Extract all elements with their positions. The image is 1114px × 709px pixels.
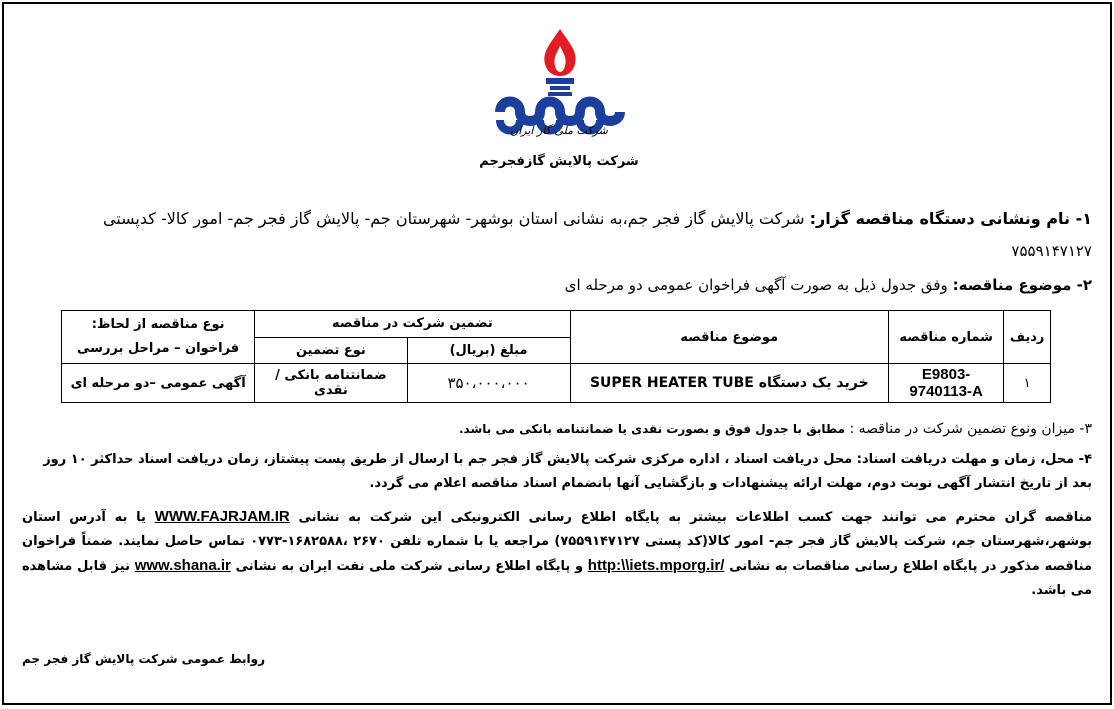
section-2-text: وفق جدول ذیل به صورت آگهی فراخوان عمومی دو مرحله ای	[564, 276, 948, 294]
section-4	[22, 448, 1092, 496]
section-1-label: ۱- نام ونشانی دستگاه مناقصه گزار:	[809, 209, 1092, 228]
contact-text-1: مناقصه گران محترم می توانند جهت کسب اطلاعات بیشتر به پایگاه اطلاع رسانی الکترونیکی این شرکت به نشانی	[298, 510, 1092, 525]
contact-text-2: یا به آدرس استان بوشهر،شهرستان جم، شرکت پالایش گاز فجر جم- امور کالا(کد پستی ۷۵۵۹۱۴۷۱۲۷) مراجعه یا با شماره تلفن ۲۶۷۰ ،۱۶۸۲۵۸۸-۰۷۷۳ تماس حاصل نمایند. ضمناً فراخوان مناقصه مذکور در پایگاه اطلاع رسانی مناقصات به نشانی	[22, 510, 1093, 574]
header-tender-type-line-1: نوع مناقصه از لحاظ:	[91, 317, 225, 332]
cell-row-number: ۱	[1004, 364, 1051, 403]
header-row-number: ردیف	[1004, 311, 1051, 364]
contact-text-3: و پایگاه اطلاع رسانی شرکت ملی نفت ایران به نشانی	[235, 559, 584, 574]
contact-text-4: نیز قابل مشاهده می باشد.	[22, 559, 1092, 598]
header-subject: موضوع مناقصه	[570, 311, 888, 364]
header-amount: مبلغ (بریال)	[407, 337, 570, 364]
cell-subject: خرید یک دستگاه SUPER HEATER TUBE	[570, 364, 888, 403]
cell-tender-type: آگهی عمومی –دو مرحله ای	[62, 364, 255, 403]
iets-website-link[interactable]: http:\\iets.mporg.ir/	[587, 557, 725, 574]
header-guarantee: تضمین شرکت در مناقصه	[255, 311, 570, 338]
company-name: شرکت پالایش گازفجرجم	[479, 154, 639, 169]
section-4-text: محل دریافت اسناد ، اداره مرکزی شرکت پالایش گاز فجر جم با ارسال از طریق پست پیشتاز، زمان دریافت اسناد حداکثر ۱۰ روز بعد از تاریخ انتشار آگهی نوبت دوم، مهلت ارائه پیشنهادات و بازگشایی آنها بانضمام اسناد مناقصه اعلام می گردد.	[43, 452, 1092, 491]
section-3	[459, 421, 1092, 437]
section-4-label: ۴- محل، زمان و مهلت دریافت اسناد:	[856, 452, 1092, 467]
fajrjam-website-link[interactable]: WWW.FAJRJAM.IR	[154, 508, 290, 525]
header-tender-type	[62, 311, 255, 364]
postal-code: ۷۵۵۹۱۴۷۱۲۷	[1011, 242, 1092, 260]
section-1	[103, 209, 1092, 228]
section-2	[565, 276, 1092, 294]
cell-guarantee-type: ضمانتنامه بانکی / نقدی	[255, 364, 407, 403]
tender-table	[61, 310, 1051, 403]
shana-website-link[interactable]: www.shana.ir	[134, 557, 231, 574]
header-guarantee-type: نوع تضمین	[255, 337, 407, 364]
section-1-text: شرکت پالایش گاز فجر جم،به نشانی استان بوشهر- شهرستان جم- پالایش گاز فجر جم- امور کالا- کدپستی	[102, 209, 805, 228]
table-row	[62, 364, 1051, 403]
header-tender-number: شماره مناقصه	[888, 311, 1003, 364]
section-3-label: ۳- میزان ونوع تضمین شرکت در مناقصه :	[849, 421, 1092, 437]
cell-tender-number: E9803-9740113-A	[888, 364, 1003, 403]
section-2-label: ۲- موضوع مناقصه:	[952, 276, 1092, 294]
cell-amount: ۳۵۰،۰۰۰،۰۰۰	[407, 364, 570, 403]
contact-paragraph	[22, 505, 1092, 603]
tender-notice	[2, 2, 1112, 705]
parent-company-name: شرکت ملی گاز ایران	[510, 124, 608, 137]
header-tender-type-line-2: فراخوان – مراحل بررسی	[77, 341, 240, 356]
section-3-text: مطابق با جدول فوق و بصورت نقدی یا ضمانتنامه بانکی می باشد.	[459, 422, 846, 436]
public-relations-signature: روابط عمومی شرکت پالایش گاز فجر جم	[22, 652, 266, 666]
